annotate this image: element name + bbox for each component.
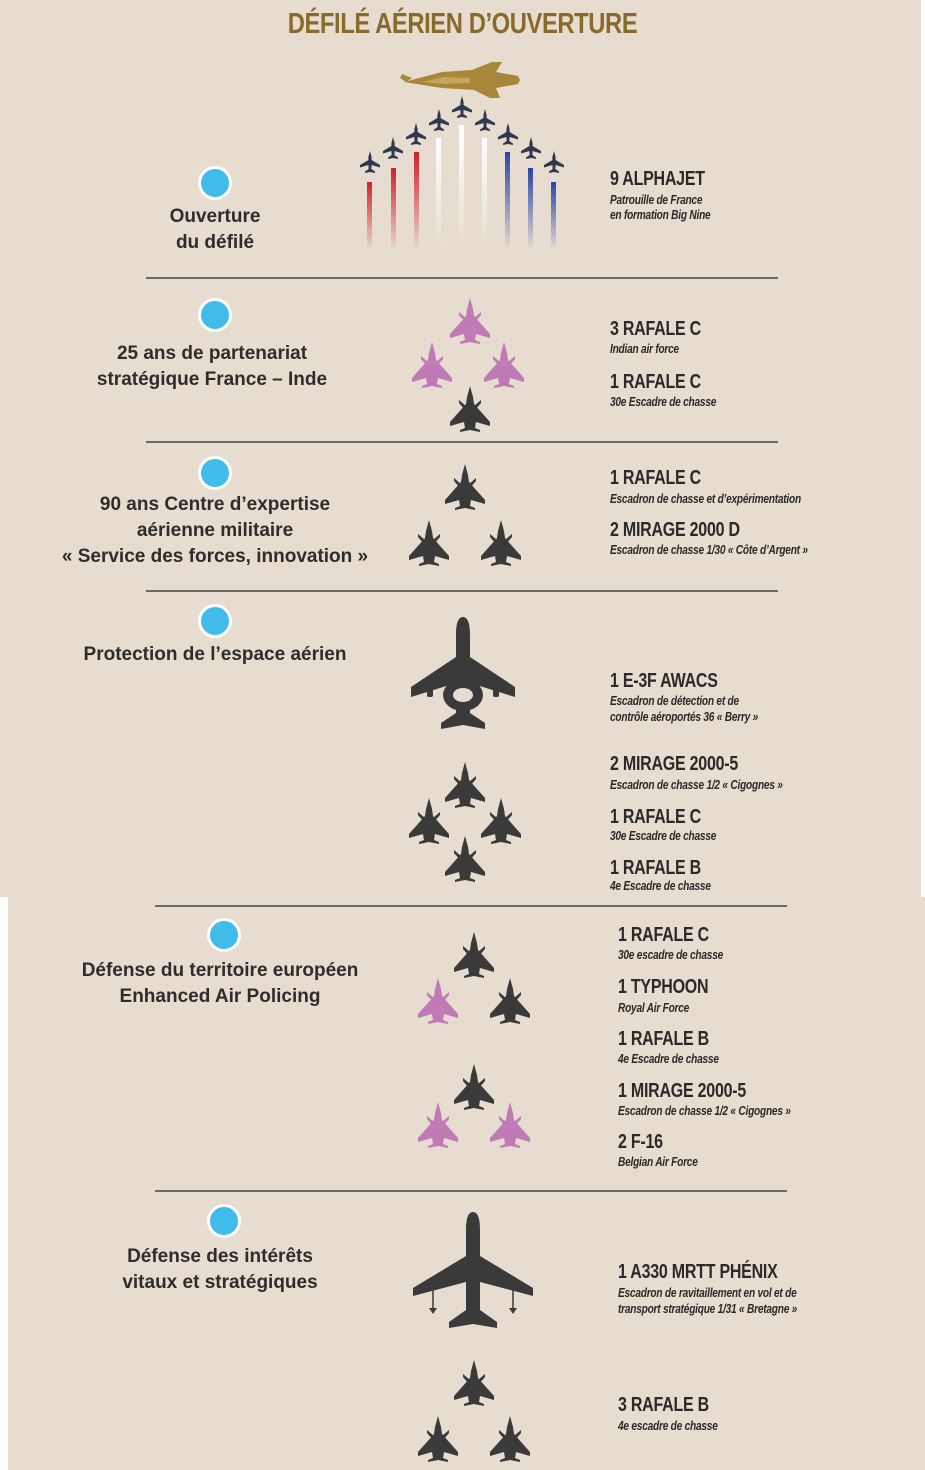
rafale-icon — [484, 342, 524, 388]
alphajet-icon — [475, 109, 495, 131]
mirage-icon — [454, 1064, 494, 1110]
alphajet-icon — [498, 123, 518, 145]
aircraft-unit: Escadron de chasse et d’expérimentation — [610, 491, 801, 506]
aircraft-name: 2 MIRAGE 2000 D — [610, 519, 740, 541]
aircraft-unit: Belgian Air Force — [618, 1154, 698, 1169]
aircraft-name: 2 MIRAGE 2000-5 — [610, 753, 739, 775]
rafale-icon — [445, 836, 485, 882]
mirage-icon — [409, 520, 449, 566]
alphajet-icon — [429, 109, 449, 131]
lead-fighter-icon — [400, 62, 520, 98]
alphajet-icon — [544, 151, 564, 173]
aircraft-unit: 30e Escadre de chasse — [610, 394, 717, 409]
aircraft-name: 1 RAFALE B — [610, 857, 701, 879]
typhoon-icon — [418, 978, 458, 1024]
rafale-icon — [412, 342, 452, 388]
aircraft-name: 1 A330 MRTT PHÉNIX — [618, 1261, 778, 1283]
aircraft-unit: 30e Escadre de chasse — [610, 828, 717, 843]
section-title: Ouverture du défilé — [169, 206, 261, 253]
section-title: Défense des intérêts vitaux et stratégiques — [122, 1246, 318, 1293]
section-title: 90 ans Centre d’expertise aérienne militaire « Service des forces, innovation » — [61, 494, 369, 567]
aircraft-unit: transport stratégique 1/31 « Bretagne » — [618, 1301, 798, 1316]
aircraft-unit: 4e escadre de chasse — [618, 1418, 718, 1433]
rafale-icon — [454, 932, 494, 978]
f16-icon — [418, 1102, 458, 1148]
aircraft-unit: Escadron de chasse 1/30 « Côte d’Argent » — [610, 542, 808, 557]
alphajet-icon — [452, 96, 472, 118]
aircraft-unit: Patrouille de France — [610, 192, 703, 207]
alphajet-icon — [406, 123, 426, 145]
aircraft-unit: Escadron de chasse 1/2 « Cigognes » — [618, 1103, 791, 1118]
alphajet-icon — [360, 151, 380, 173]
aircraft-name: 1 E-3F AWACS — [610, 670, 718, 692]
aircraft-name: 1 TYPHOON — [618, 976, 709, 998]
rafale-icon — [490, 978, 530, 1024]
aircraft-name: 2 F-16 — [618, 1131, 663, 1153]
aircraft-unit: en formation Big Nine — [610, 207, 711, 222]
aircraft-name: 1 RAFALE C — [610, 467, 701, 489]
mirage-icon — [445, 762, 485, 808]
aircraft-name: 3 RAFALE C — [610, 318, 701, 340]
aircraft-name: 3 RAFALE B — [618, 1394, 709, 1416]
rafale-icon — [418, 1416, 458, 1462]
aircraft-name: 1 RAFALE C — [618, 924, 709, 946]
smoke-trails — [367, 125, 556, 250]
a330-mrtt-icon — [413, 1212, 533, 1328]
aircraft-unit: 4e Escadre de chasse — [618, 1051, 719, 1066]
aircraft-unit: Royal Air Force — [618, 1000, 690, 1015]
section-title: Défense du territoire européen Enhanced Air Policing — [81, 960, 359, 1007]
aircraft-unit: Escadron de chasse 1/2 « Cigognes » — [610, 777, 783, 792]
aircraft-unit: Escadron de ravitaillement en vol et de — [618, 1285, 797, 1300]
page-title: DÉFILÉ AÉRIEN D’OUVERTURE — [287, 8, 638, 40]
rafale-icon — [450, 386, 490, 432]
aircraft-name: 1 MIRAGE 2000-5 — [618, 1080, 747, 1102]
rafale-icon — [481, 798, 521, 844]
mirage-icon — [481, 520, 521, 566]
aircraft-unit: Escadron de détection et de — [610, 693, 739, 708]
aircraft-unit: Indian air force — [610, 341, 679, 356]
mirage-icon — [409, 798, 449, 844]
alphajet-icon — [521, 137, 541, 159]
aircraft-name: 1 RAFALE C — [610, 806, 701, 828]
rafale-icon — [454, 1360, 494, 1406]
aircraft-unit: 4e Escadre de chasse — [610, 878, 711, 893]
rafale-icon — [490, 1416, 530, 1462]
alphajet-icon — [383, 137, 403, 159]
aircraft-name: 9 ALPHAJET — [610, 168, 705, 190]
awacs-icon — [411, 617, 515, 729]
rafale-icon — [445, 464, 485, 510]
aircraft-name: 1 RAFALE C — [610, 371, 701, 393]
rafale-icon — [450, 298, 490, 344]
section-title: 25 ans de partenariat stratégique France – Inde — [96, 343, 328, 390]
aircraft-name: 1 RAFALE B — [618, 1028, 709, 1050]
aircraft-unit: contrôle aéroportés 36 « Berry » — [610, 709, 759, 724]
section-title: Protection de l’espace aérien — [83, 644, 347, 665]
f16-icon — [490, 1102, 530, 1148]
aircraft-unit: 30e escadre de chasse — [618, 947, 724, 962]
